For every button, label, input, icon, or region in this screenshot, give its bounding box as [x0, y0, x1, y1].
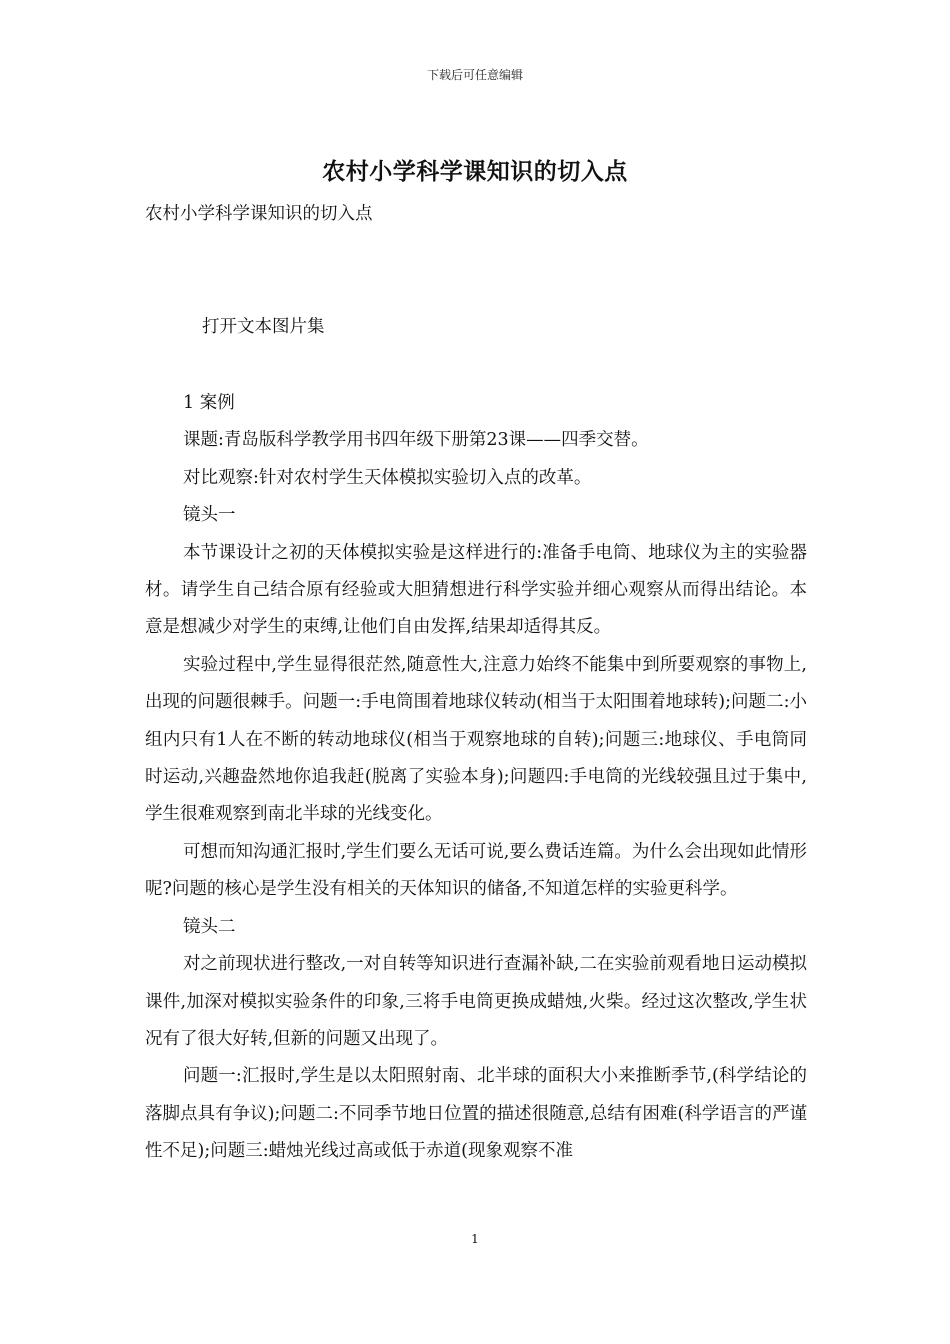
document-subtitle: 农村小学科学课知识的切入点 [145, 204, 373, 224]
paragraph: 1 案例 [183, 393, 235, 413]
paragraph: 实验过程中,学生显得很茫然,随意性大,注意力始终不能集中到所要观察的事物上,出现的问题很棘手。问题一:手电筒围着地球仪转动(相当于太阳围着地球转);问题二:小组内只有1人在不断的转动地球仪(相当于观察地球的自转);问题三:地球仪、手电筒同时运动,兴趣盎然地你追我赶(脱离了实验本身);问题四:手电筒的光线较强且过于集中,学生很难观察到南北半球的光线变化。 [145, 654, 807, 825]
paragraph: 课题:青岛版科学教学用书四年级下册第23课——四季交替。 [183, 430, 649, 451]
paragraph: 可想而知沟通汇报时,学生们要么无话可说,要么费话连篇。为什么会出现如此情形呢?问题的核心是学生没有相关的天体知识的储备,不知道怎样的实验更科学。 [145, 841, 807, 900]
paragraph: 本节课设计之初的天体模拟实验是这样进行的:准备手电筒、地球仪为主的实验器材。请学生自己结合原有经验或大胆猜想进行科学实验并细心观察从而得出结论。本意是想减少对学生的束缚,让他们自由发挥,结果却适得其反。 [145, 542, 807, 638]
page-header-note: 下载后可任意编辑 [426, 68, 523, 82]
paragraph: 镜头一 [183, 505, 236, 526]
paragraph: 对之前现状进行整改,一对自转等知识进行查漏补缺,二在实验前观看地日运动模拟课件,加深对模拟实验条件的印象,三将手电筒更换成蜡烛,火柴。经过这次整改,学生状况有了很大好转,但新的问题又出现了。 [145, 954, 807, 1049]
paragraph: 问题一:汇报时,学生是以太阳照射南、北半球的面积大小来推断季节,(科学结论的落脚点具有争议);问题二:不同季节地日位置的描述很随意,总结有困难(科学语言的严谨性不足);问题三:蜡烛光线过高或低于赤道(现象观察不准 [145, 1066, 807, 1162]
document-body [145, 385, 807, 1171]
paragraph: 镜头二 [183, 916, 236, 937]
paragraph: 对比观察:针对农村学生天体模拟实验切入点的改革。 [183, 467, 592, 488]
page-number: 1 [471, 1232, 479, 1246]
open-image-set-link[interactable]: 打开文本图片集 [202, 317, 325, 337]
document-title: 农村小学科学课知识的切入点 [322, 158, 628, 185]
